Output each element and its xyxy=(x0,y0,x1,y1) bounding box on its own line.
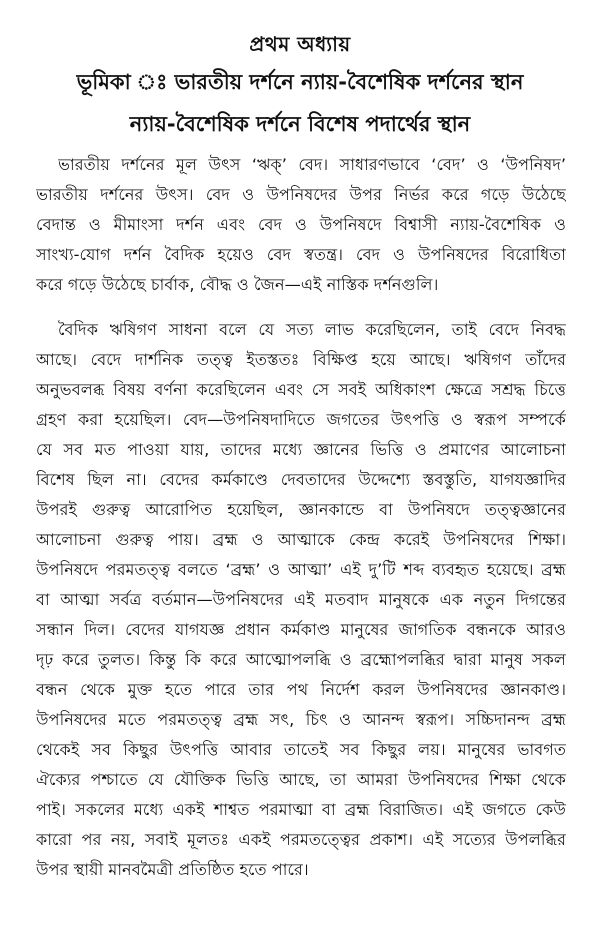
paragraph-line: পাই। সকলের মধ্যে একই শাশ্বত পরমাত্মা বা ব্রহ্ম বিরাজিত। এই জগতে কেউ xyxy=(36,800,566,819)
paragraph-line: সাংখ্য-যোগ দর্শন বৈদিক হয়েও বেদ স্বতন্ত্র। বেদ ও উপনিষদের বিরোধিতা xyxy=(36,245,566,264)
paragraph-line: অনুভবলব্ধ বিষয় বর্ণনা করেছিলেন এবং সে সবই অধিকাংশ ক্ষেত্রে সশ্রদ্ধ চিত্তে xyxy=(36,380,566,399)
chapter-title: প্রথম অধ্যায় xyxy=(249,32,351,56)
paragraph-line: করে গড়ে উঠেছে চার্বাক, বৌদ্ধ ও জৈন—এই নাস্তিক দর্শনগুলি। xyxy=(36,275,439,294)
paragraph-line: বৈদিক ঋষিগণ সাধনা বলে যে সত্য লাভ করেছিলেন, তাই বেদে নিবদ্ধ xyxy=(58,320,566,339)
paragraph-line: কারো পর নয়, সবাই মূলতঃ একই পরমতত্ত্বের প্রকাশ। এই সত্যের উপলব্ধির xyxy=(36,830,566,849)
paragraph-line: যে সব মত পাওয়া যায়, তাদের মধ্যে জ্ঞানের ভিত্তি ও প্রমাণের আলোচনা xyxy=(36,440,566,459)
section-title-line-2: ন্যায়-বৈশেষিক দর্শনে বিশেষ পদার্থের স্থান xyxy=(129,112,471,136)
paragraph-line: বিশেষ ছিল না। বেদের কর্মকাণ্ডে দেবতাদের উদ্দেশ্যে স্তবস্তুতি, যাগযজ্ঞাদির xyxy=(36,470,566,489)
paragraph-line: ভারতীয় দর্শনের উৎস। বেদ ও উপনিষদের উপর নির্ভর করে গড়ে উঠেছে xyxy=(36,185,566,204)
paragraph-line: থেকেই সব কিছুর উৎপত্তি আবার তাতেই সব কিছুর লয়। মানুষের ভাবগত xyxy=(36,740,566,759)
paragraph-line: আছে। বেদে দার্শনিক তত্ত্ব ইতস্ততঃ বিক্ষিপ্ত হয়ে আছে। ঋষিগণ তাঁদের xyxy=(36,350,566,369)
section-title-line-1: ভূমিকা ঃ ভারতীয় দর্শনে ন্যায়-বৈশেষিক দর্শনের স্থান xyxy=(76,70,524,94)
paragraph-line: ভারতীয় দর্শনের মূল উৎস ‘ঋক্’ বেদ। সাধারণভাবে ‘বেদ’ ও ‘উপনিষদ’ xyxy=(58,155,566,174)
paragraph-line: দৃঢ় করে তুলত। কিন্তু কি করে আত্মোপলব্ধি ও ব্রহ্মোপলব্ধির দ্বারা মানুষ সকল xyxy=(36,650,566,669)
paragraph-line: বন্ধন থেকে মুক্ত হতে পারে তার পথ নির্দেশ করল উপনিষদের জ্ঞানকাণ্ড। xyxy=(36,680,566,699)
paragraph-line: উপর স্থায়ী মানবমৈত্রী প্রতিষ্ঠিত হতে পারে। xyxy=(36,860,309,879)
paragraph-line: উপরই গুরুত্ব আরোপিত হয়েছিল, জ্ঞানকান্ডে বা উপনিষদে তত্ত্বজ্ঞানের xyxy=(36,500,566,519)
paragraph-line: বেদান্ত ও মীমাংসা দর্শন এবং বেদ ও উপনিষদে বিশ্বাসী ন্যায়-বৈশেষিক ও xyxy=(36,215,566,234)
paragraph-line: গ্রহণ করা হয়েছিল। বেদ—উপনিষদাদিতে জগতের উৎপত্তি ও স্বরূপ সম্পর্কে xyxy=(36,410,566,429)
paragraph-line: উপনিষদে পরমতত্ত্ব বলতে ‘ব্রহ্ম’ ও আত্মা’ এই দু’টি শব্দ ব্যবহৃত হয়েছে। ব্রহ্ম xyxy=(36,560,566,579)
paragraph-line: ঐক্যের পশ্চাতে যে যৌক্তিক ভিত্তি আছে, তা আমরা উপনিষদের শিক্ষা থেকে xyxy=(36,770,566,789)
paragraph-line: বা আত্মা সর্বত্র বর্তমান—উপনিষদের এই মতবাদ মানুষকে এক নতুন দিগন্তের xyxy=(36,590,566,609)
paragraph-line: সন্ধান দিল। বেদের যাগযজ্ঞ প্রধান কর্মকাণ্ড মানুষের জাগতিক বন্ধনকে আরও xyxy=(36,620,566,639)
paragraph-line: আলোচনা গুরুত্ব পায়। ব্রহ্ম ও আত্মাকে কেন্দ্র করেই উপনিষদের শিক্ষা। xyxy=(36,530,566,549)
paragraph-line: উপনিষদের মতে পরমতত্ত্ব ব্রহ্ম সৎ, চিৎ ও আনন্দ স্বরূপ। সচ্চিদানন্দ ব্রহ্ম xyxy=(36,710,566,729)
